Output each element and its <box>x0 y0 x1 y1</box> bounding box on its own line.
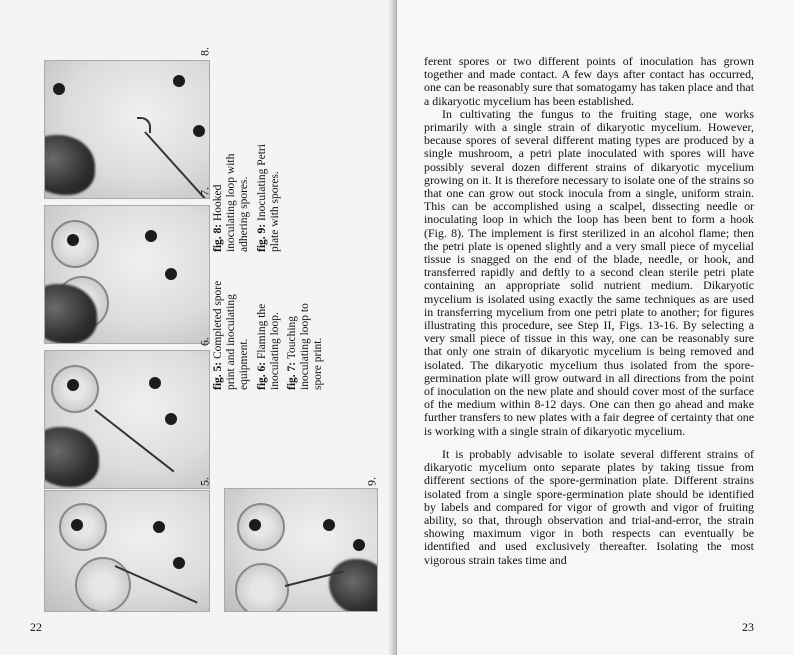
caption-label: fig. 7: <box>286 361 298 390</box>
caption-text: Completed spore print and inoculating equipment. <box>212 280 250 390</box>
figure-number-8: 8. <box>197 47 212 56</box>
spore-dot <box>249 519 261 531</box>
caption-fig-8 <box>212 142 251 252</box>
inoculating-loop <box>94 409 174 472</box>
photo-fig-5 <box>44 490 210 612</box>
spore-dot <box>173 75 185 87</box>
page-number-left: 22 <box>30 620 42 634</box>
page-number-right: 23 <box>742 620 754 634</box>
spore-dot <box>165 413 177 425</box>
paragraph: It is probably advisable to isolate several different strains of dikaryotic mycelium onto separate plates by taking tissue from different sections of the spore-germination plate. Different strains isolated from a single spore-germination plate should be identified by labels and compared for vigor of growth and vigor of fruiting ability, so that, through observation and trial-and-error, the strain showing maximum vigor in both respects can eventually be identified and used exclusively thereafter. Isolating the most vigorous strain takes time and <box>424 446 754 567</box>
paragraph: ferent spores or two different points of inoculation has grown together and made contact. A few days after contact has occurred, one can be reasonably sure that somatogamy has taken place and that a dikaryotic mycelium has been established. <box>424 54 754 108</box>
caption-label: fig. 5: <box>212 361 224 390</box>
figure-number-5: 5. <box>197 477 212 486</box>
hand-shadow <box>329 559 378 612</box>
caption-label: fig. 6: <box>256 361 268 390</box>
spore-dot <box>53 83 65 95</box>
figure-number-9: 9. <box>364 477 379 486</box>
petri-dish <box>75 557 131 612</box>
spore-dot <box>153 521 165 533</box>
body-text <box>424 55 754 567</box>
spore-dot <box>165 268 177 280</box>
caption-text: Inoculating Petri plate with spores. <box>256 144 281 252</box>
caption-fig-5 <box>212 280 251 390</box>
caption-fig-6 <box>256 280 282 390</box>
photo-fig-9 <box>224 488 378 612</box>
photo-fig-8 <box>44 60 210 199</box>
hook-loop <box>137 117 151 133</box>
caption-label: fig. 8: <box>212 223 224 252</box>
spore-dot <box>67 234 79 246</box>
caption-fig-7 <box>286 280 325 390</box>
spore-dot <box>71 519 83 531</box>
spore-dot <box>353 539 365 551</box>
photo-fig-6 <box>44 350 210 489</box>
spore-dot <box>173 557 185 569</box>
caption-fig-9 <box>256 142 282 252</box>
spore-dot <box>323 519 335 531</box>
figure-number-6: 6. <box>197 337 212 346</box>
hand-shadow <box>44 135 95 195</box>
petri-dish <box>59 503 107 551</box>
petri-dish <box>235 563 289 612</box>
spore-dot <box>149 377 161 389</box>
hand-shadow <box>44 427 99 487</box>
petri-dish <box>237 503 285 551</box>
spore-dot <box>67 379 79 391</box>
figure-captions <box>212 130 332 390</box>
photo-fig-7 <box>44 205 210 344</box>
spore-dot <box>145 230 157 242</box>
spore-dot <box>193 125 205 137</box>
caption-text: Hooked inoculating loop with adhering spores. <box>212 153 250 252</box>
caption-label: fig. 9: <box>256 223 268 252</box>
figure-number-7: 7. <box>197 187 212 196</box>
paragraph: In cultivating the fungus to the fruiting stage, one works primarily with a single strain of dikaryotic mycelium. However, because spores of several different mating types are produced by a single mushroom, a petri plate inoculated with spores will have possibly several dozen different strains of dikaryotic mycelium growing on it. It is therefore necessary to isolate one of the strains so that one can grow out stock inocula from a single, uniform strain. This can be accomplished using a scalpel, dissecting needle or inoculating loop in which the loop has been bent to form a hook (Fig. 8). The implement is first sterilized in an alcohol flame; then the petri plate is opened slightly and a very small piece of mycelial tissue is snagged on the end of the blade, needle, or hook, and transferred rapidly and deftly to a second clean sterile petri plate containing an appropriate solid nutrient medium. Dikaryotic mycelium is isolated using exactly the same techniques as are used in transferring mycelium from one petri plate to another; for figures illustrating this procedure, see Step II, Figs. 13-16. By selecting a very small piece of tissue in this way, one can be reasonably sure that only one strain of dikaryotic mycelium is being removed and isolated. The dikaryotic mycelium thus isolated from the spore-germination plate will grow outward in all directions from the point of inoculation on the new plate and should cover most of the surface of the medium within 8-12 days. One can then go ahead and make further transfers to new plates with a fair degree of certainty that one is working with a single strain of dikaryotic mycelium. <box>424 106 754 438</box>
caption-text: Flaming the inoculating loop. <box>256 303 281 390</box>
caption-text: Touching inoculating loop to spore print. <box>286 303 324 390</box>
